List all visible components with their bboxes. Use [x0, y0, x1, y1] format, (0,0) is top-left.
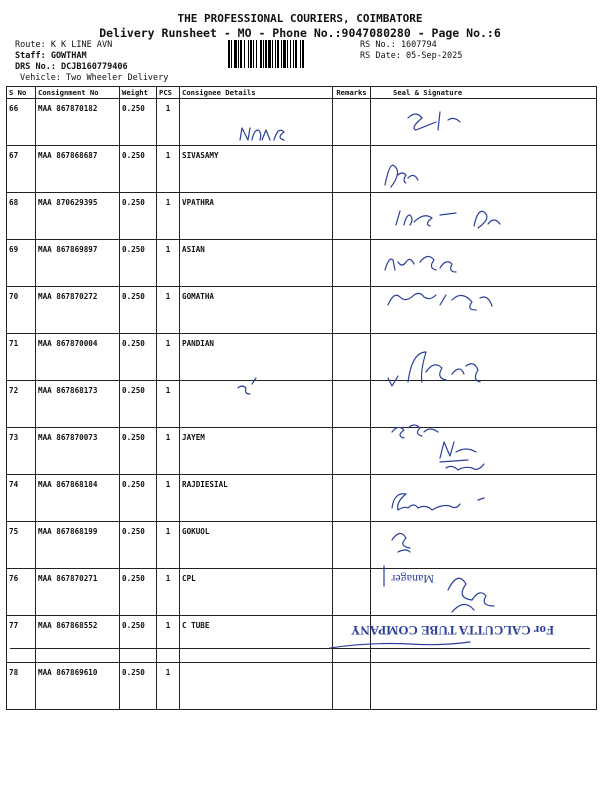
row-consignment-no: MAA 867868184	[36, 475, 120, 522]
row-sno: 72	[7, 381, 36, 428]
row-pcs: 1	[157, 428, 180, 475]
row-consignee	[180, 381, 333, 428]
table-row	[7, 240, 597, 287]
col-header-consignment: Consignment No	[36, 87, 120, 99]
col-header-sno: S No	[7, 87, 36, 99]
row-seal-signature	[371, 522, 597, 569]
row-seal-signature	[371, 240, 597, 287]
row-consignee: JAYEM	[180, 428, 333, 475]
row-seal-signature	[371, 475, 597, 522]
row-weight: 0.250	[120, 381, 157, 428]
row-consignee: C TUBE	[180, 616, 333, 663]
stamp-role: Manager	[391, 572, 434, 586]
vehicle-text: Vehicle: Two Wheeler Delivery	[20, 73, 169, 83]
row-consignee: SIVASAMY	[180, 146, 333, 193]
row-seal-signature	[371, 99, 597, 146]
row-consignment-no: MAA 867868552	[36, 616, 120, 663]
drs-number: DRS No.: DCJB160779406	[15, 62, 128, 72]
row-pcs: 1	[157, 616, 180, 663]
table-row	[7, 99, 597, 146]
row-sno: 77	[7, 616, 36, 663]
row-sno: 68	[7, 193, 36, 240]
row-consignee	[180, 99, 333, 146]
staff-text: Staff: GOWTHAM	[15, 51, 87, 61]
row-consignment-no: MAA 867868173	[36, 381, 120, 428]
row-weight: 0.250	[120, 522, 157, 569]
row-consignee: VPATHRA	[180, 193, 333, 240]
row-consignment-no: MAA 867870271	[36, 569, 120, 616]
row-remarks	[333, 193, 371, 240]
table-row	[7, 146, 597, 193]
row-seal-signature	[371, 428, 597, 475]
row-remarks	[333, 475, 371, 522]
row-sno: 78	[7, 663, 36, 710]
row-pcs: 1	[157, 240, 180, 287]
row-seal-signature	[371, 663, 597, 710]
row-weight: 0.250	[120, 99, 157, 146]
row-consignee: CPL	[180, 569, 333, 616]
row-weight: 0.250	[120, 287, 157, 334]
col-header-pcs: PCS	[157, 87, 180, 99]
row-sno: 71	[7, 334, 36, 381]
rs-date: RS Date: 05-Sep-2025	[360, 51, 463, 61]
table-row	[7, 428, 597, 475]
row-pcs: 1	[157, 569, 180, 616]
row-consignee: GOKUOL	[180, 522, 333, 569]
row-sno: 73	[7, 428, 36, 475]
row-sno: 75	[7, 522, 36, 569]
row-remarks	[333, 381, 371, 428]
row-seal-signature	[371, 193, 597, 240]
table-row	[7, 475, 597, 522]
row-consignee: RAJDIESIAL	[180, 475, 333, 522]
table-row	[7, 193, 597, 240]
row-pcs: 1	[157, 334, 180, 381]
row-seal-signature	[371, 381, 597, 428]
row-consignee: PANDIAN	[180, 334, 333, 381]
row-pcs: 1	[157, 193, 180, 240]
row-pcs: 1	[157, 475, 180, 522]
row-consignment-no: MAA 867870272	[36, 287, 120, 334]
row-weight: 0.250	[120, 146, 157, 193]
row-consignment-no: MAA 867868199	[36, 522, 120, 569]
row-seal-signature	[371, 287, 597, 334]
row-remarks	[333, 99, 371, 146]
table-row	[7, 522, 597, 569]
row-seal-signature	[371, 334, 597, 381]
row-weight: 0.250	[120, 475, 157, 522]
row-consignment-no: MAA 867869897	[36, 240, 120, 287]
row-remarks	[333, 428, 371, 475]
row-sno: 67	[7, 146, 36, 193]
rs-number: RS No.: 1607794	[360, 40, 437, 50]
col-header-remarks: Remarks	[333, 87, 371, 99]
row-consignment-no: MAA 867869610	[36, 663, 120, 710]
route-text: Route: K K LINE AVN	[15, 40, 113, 50]
table-row	[7, 334, 597, 381]
table-row	[7, 287, 597, 334]
row-sno: 70	[7, 287, 36, 334]
row-remarks	[333, 334, 371, 381]
table-row	[7, 381, 597, 428]
row-sno: 66	[7, 99, 36, 146]
company-title: THE PROFESSIONAL COURIERS, COIMBATORE	[177, 12, 423, 25]
row-weight: 0.250	[120, 240, 157, 287]
row-remarks	[333, 522, 371, 569]
row-pcs: 1	[157, 146, 180, 193]
runsheet-subtitle: Delivery Runsheet - MO - Phone No.:9047080280 - Page No.:6	[99, 26, 501, 40]
row-pcs: 1	[157, 287, 180, 334]
row-remarks	[333, 287, 371, 334]
row-consignee: GOMATHA	[180, 287, 333, 334]
row-sno: 74	[7, 475, 36, 522]
row-weight: 0.250	[120, 663, 157, 710]
row-weight: 0.250	[120, 334, 157, 381]
col-header-seal-signature: Seal & Signature	[371, 87, 597, 99]
row-consignment-no: MAA 867870182	[36, 99, 120, 146]
row-remarks	[333, 663, 371, 710]
row-remarks	[333, 240, 371, 287]
row-pcs: 1	[157, 663, 180, 710]
row-consignee	[180, 663, 333, 710]
row-sno: 69	[7, 240, 36, 287]
col-header-consignee: Consignee Details	[180, 87, 333, 99]
row-weight: 0.250	[120, 193, 157, 240]
row-consignment-no: MAA 870629395	[36, 193, 120, 240]
bottom-rule	[10, 648, 590, 649]
stamp-company: For CALCUTTA TUBE COMPANY	[350, 623, 554, 638]
row-pcs: 1	[157, 99, 180, 146]
row-remarks	[333, 569, 371, 616]
row-consignment-no: MAA 867870073	[36, 428, 120, 475]
col-header-weight: Weight	[120, 87, 157, 99]
row-pcs: 1	[157, 522, 180, 569]
row-remarks	[333, 146, 371, 193]
table-row	[7, 663, 597, 710]
table-header-row	[7, 87, 597, 99]
row-weight: 0.250	[120, 569, 157, 616]
row-consignment-no: MAA 867868687	[36, 146, 120, 193]
row-pcs: 1	[157, 381, 180, 428]
company-stamp	[350, 566, 554, 644]
row-consignee: ASIAN	[180, 240, 333, 287]
row-seal-signature	[371, 146, 597, 193]
row-weight: 0.250	[120, 616, 157, 663]
row-consignment-no: MAA 867870004	[36, 334, 120, 381]
barcode	[228, 40, 356, 68]
row-weight: 0.250	[120, 428, 157, 475]
row-sno: 76	[7, 569, 36, 616]
